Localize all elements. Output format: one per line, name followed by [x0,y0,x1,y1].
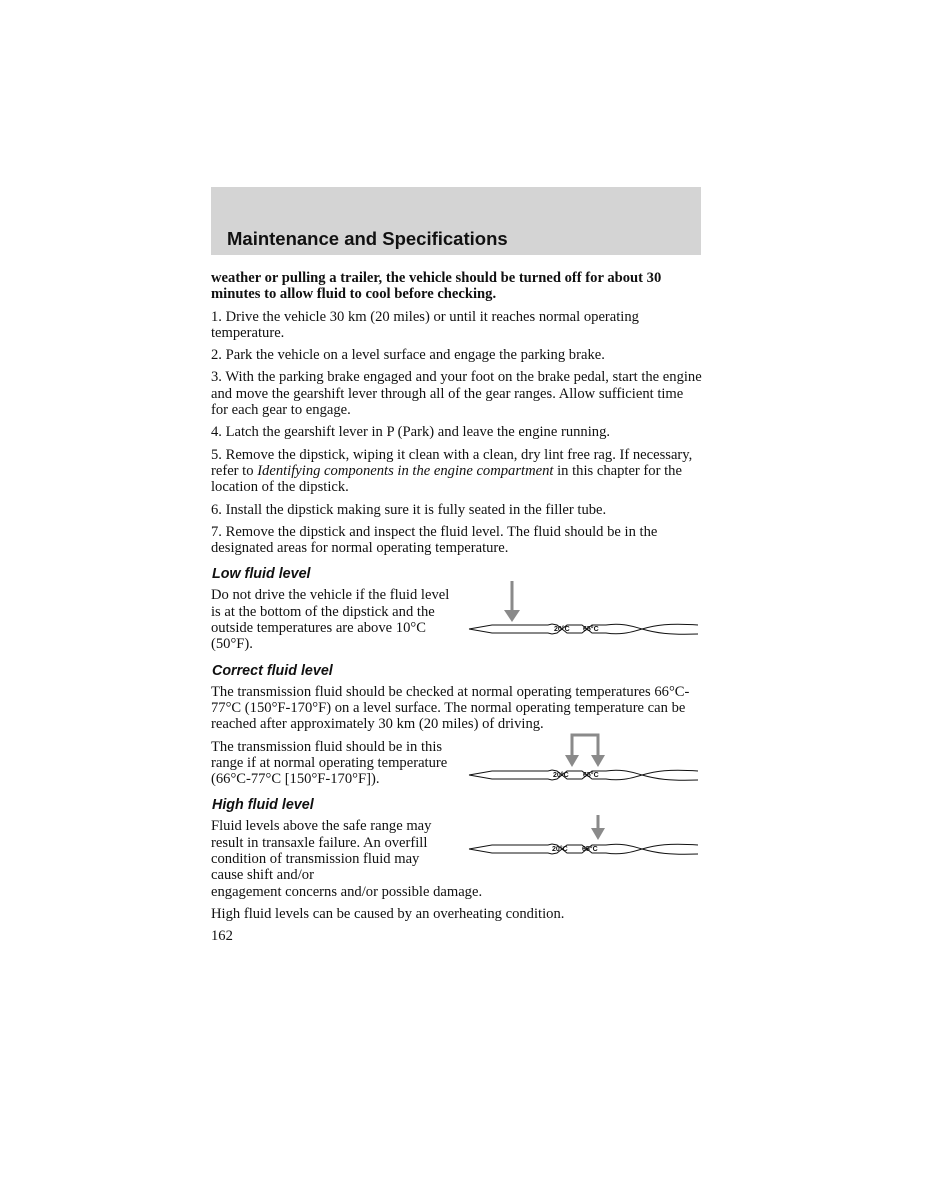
step-5-text: 5. Remove the dipstick, wiping it clean with a clean, dry lint free rag. If necessary, refer to [211,446,693,479]
high-fluid-text-wrapped: Fluid levels above the safe range may result in transaxle failure. An overfill condition of transmission fluid may cause shift and/or [211,818,432,884]
low-fluid-heading: Low fluid level [212,566,311,583]
mark-65c: 65°C [582,846,598,854]
step-5-text-end: in this chapter for the location of the dipstick. [211,462,682,496]
range-arrows [565,735,605,767]
mark-65c: 65°C [583,771,599,779]
level-arrow [504,581,520,622]
page-content [211,270,703,951]
dipstick-low-diagram [464,581,704,641]
correct-fluid-section [211,739,703,788]
step-3: 3. With the parking brake engaged and your foot on the brake pedal, start the engine and move the gearshift lever through all of the gear ranges. Allow sufficient time for each gear to engage. [211,369,702,419]
step-6: 6. Install the dipstick making sure it is fully seated in the filler tube. [211,501,607,518]
dipstick-correct-diagram [464,733,704,793]
dipstick-high-diagram [464,815,704,865]
section-header [211,187,701,255]
mark-65c: 65°C [583,626,599,634]
mark-20c: 20°C [553,771,569,779]
high-fluid-section [211,818,703,899]
step-5 [211,447,703,496]
page-number: 162 [211,928,233,945]
intro-warning: weather or pulling a trailer, the vehicle should be turned off for about 30 minutes to allow fluid to cool before checking. [211,270,662,303]
level-arrow [591,815,605,840]
step-1: 1. Drive the vehicle 30 km (20 miles) or until it reaches normal operating temperature. [211,308,639,341]
low-fluid-section [211,587,703,652]
high-fluid-text-rest: engagement concerns and/or possible damage. [211,883,483,900]
mark-20c: 20°C [554,626,570,634]
mark-20c: 20°C [552,846,568,854]
step-2: 2. Park the vehicle on a level surface and engage the parking brake. [211,347,605,364]
correct-fluid-text: The transmission fluid should be in this range if at normal operating temperature (66°C-77°C [150°F-170°F]). [211,738,448,788]
correct-fluid-paragraph: The transmission fluid should be checked at normal operating temperatures 66°C-77°C (150°F-170°F) on a level surface. The normal operating temperature can be reached after approximately 30 km (20 miles) of driving. [211,683,690,733]
low-fluid-text: Do not drive the vehicle if the fluid level is at the bottom of the dipstick and the outside temperatures are above 10°C (50°F). [211,587,450,653]
section-title: Maintenance and Specifications [227,228,508,249]
step-5-reference: Identifying components in the engine compartment [257,462,554,479]
correct-fluid-heading: Correct fluid level [212,662,333,679]
high-fluid-heading: High fluid level [212,797,314,814]
step-7: 7. Remove the dipstick and inspect the fluid level. The fluid should be in the designated areas for normal operating temperature. [211,523,658,557]
high-fluid-paragraph: High fluid levels can be caused by an overheating condition. [211,905,565,922]
step-4: 4. Latch the gearshift lever in P (Park) and leave the engine running. [211,424,611,441]
